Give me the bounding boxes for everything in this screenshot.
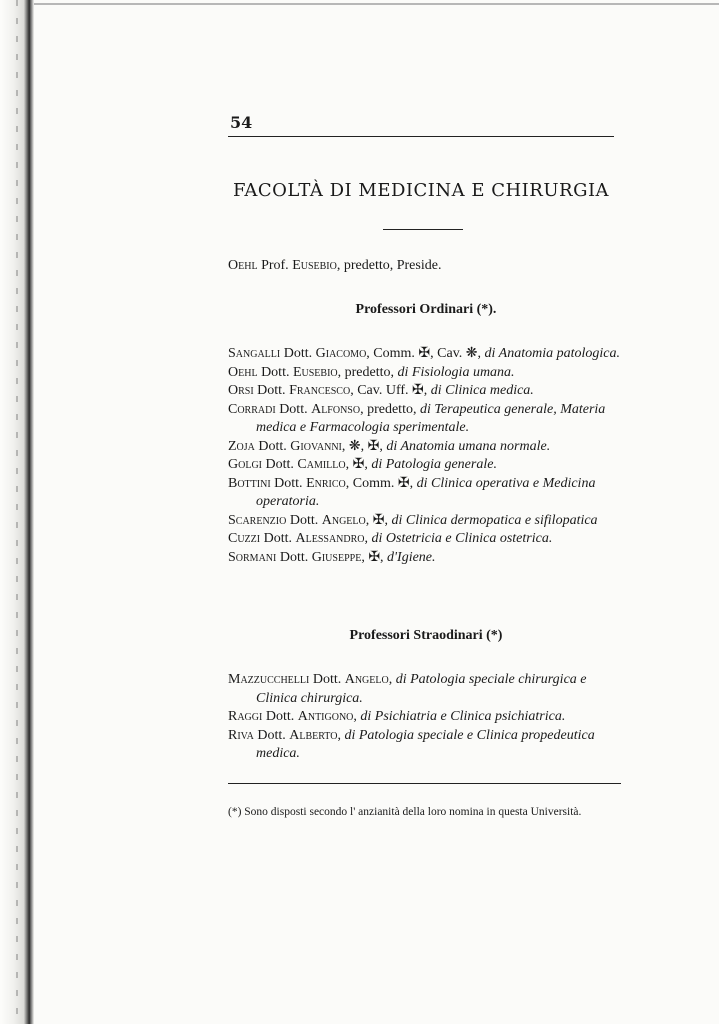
subject: di Anatomia patologica. xyxy=(484,346,620,361)
honours: , xyxy=(353,709,361,724)
list-item xyxy=(228,382,624,401)
honours: , predetto, xyxy=(360,401,420,417)
surname: Mazzucchelli xyxy=(228,672,310,687)
first-name: Giuseppe xyxy=(311,549,362,565)
subject: di Patologia speciale chirurgica e Clinica chirurgica. xyxy=(256,672,587,706)
first-name: Alberto xyxy=(289,727,338,743)
list-item xyxy=(228,456,624,475)
first-name: Camillo xyxy=(297,457,346,472)
preside-rest: , predetto, Preside. xyxy=(336,258,442,273)
surname: Zoja xyxy=(228,438,255,454)
subject: di Patologia generale. xyxy=(371,457,497,472)
surname: Sangalli xyxy=(228,346,281,361)
surname: Sormani xyxy=(228,549,277,565)
surname: Cuzzi xyxy=(228,531,261,546)
subject: di Anatomia umana normale. xyxy=(386,438,551,454)
subject: d'Igiene. xyxy=(387,549,436,565)
dott: Dott. xyxy=(262,457,298,472)
surname: Orsi xyxy=(228,383,254,398)
list-item xyxy=(228,727,624,764)
honours: , xyxy=(337,727,345,743)
honours: , Comm. ✠, Cav. ❋, xyxy=(366,346,485,361)
honours: , predetto, xyxy=(337,364,398,380)
dott: Dott. xyxy=(286,512,322,528)
first-name: Alfonso xyxy=(311,401,361,417)
scan-top-edge xyxy=(34,3,719,5)
dott: Dott. xyxy=(253,727,290,743)
dott: Dott. xyxy=(309,672,345,687)
subject: di Clinica dermopatica e sifilopatica xyxy=(391,512,598,528)
dott: Dott. xyxy=(275,401,312,417)
preside-line xyxy=(228,257,624,276)
surname: Riva xyxy=(228,727,254,743)
list-item xyxy=(228,708,624,727)
dott: Dott. xyxy=(270,475,307,491)
preside-surname: Oehl xyxy=(228,258,258,273)
dott: Dott. xyxy=(262,709,298,724)
list-item xyxy=(228,549,624,568)
dott: Dott. xyxy=(253,383,290,398)
subject: di Terapeutica generale, Materia medica e Farmacologia sperimentale. xyxy=(256,401,606,435)
footnote-rule xyxy=(228,783,621,784)
heading-ordinari: Professori Ordinari (*). xyxy=(355,302,497,317)
first-name: Antigono xyxy=(297,709,354,724)
page-binding-edge xyxy=(0,0,34,1024)
first-name: Enrico xyxy=(306,475,346,491)
dott: Dott. xyxy=(254,438,291,454)
first-name: Angelo xyxy=(344,672,389,687)
honours: , ✠, xyxy=(365,512,392,528)
header-rule xyxy=(228,136,614,137)
list-item xyxy=(228,475,624,512)
honours: , ✠, xyxy=(345,457,372,472)
surname: Scarenzio xyxy=(228,512,287,528)
first-name: Eusebio xyxy=(292,364,338,380)
preside-title: Prof. xyxy=(261,258,289,273)
surname: Bottini xyxy=(228,475,271,491)
list-item xyxy=(228,401,624,438)
dott: Dott. xyxy=(280,346,316,361)
dott: Dott. xyxy=(257,364,293,380)
honours: , xyxy=(388,672,396,687)
subject: di Fisiologia umana. xyxy=(397,364,515,380)
honours: , ✠, xyxy=(361,549,388,565)
page-number: 54 xyxy=(230,113,253,132)
footnote: (*) Sono disposti secondo l' anzianità della loro nomina in questa Università. xyxy=(228,806,582,818)
list-item xyxy=(228,530,624,549)
list-ordinari xyxy=(228,345,624,567)
first-name: Alessandro xyxy=(295,531,365,546)
honours: , ❋, ✠, xyxy=(341,438,387,454)
list-item xyxy=(228,345,624,364)
honours: , Comm. ✠, xyxy=(345,475,417,491)
subject: di Clinica operativa e Medicina operatoria. xyxy=(256,475,596,509)
subject: di Psichiatria e Clinica psichiatrica. xyxy=(360,709,566,724)
dott: Dott. xyxy=(276,549,312,565)
list-item xyxy=(228,438,624,457)
first-name: Giovanni xyxy=(290,438,342,454)
list-straordinari xyxy=(228,671,624,764)
honours: , Cav. Uff. ✠, xyxy=(350,383,431,398)
first-name: Francesco xyxy=(289,383,351,398)
surname: Oehl xyxy=(228,364,258,380)
first-name: Giacomo xyxy=(315,346,367,361)
surname: Corradi xyxy=(228,401,276,417)
list-item xyxy=(228,512,624,531)
dott: Dott. xyxy=(260,531,296,546)
subject: di Patologia speciale e Clinica propedeutica medica. xyxy=(256,727,595,761)
preside-first-name: Eusebio xyxy=(292,258,337,273)
title-rule xyxy=(383,229,463,230)
heading-straordinari: Professori Straodinari (*) xyxy=(349,628,503,643)
surname: Raggi xyxy=(228,709,263,724)
list-item xyxy=(228,364,624,383)
subject: di Ostetricia e Clinica ostetrica. xyxy=(371,531,553,546)
list-item xyxy=(228,671,624,708)
subject: di Clinica medica. xyxy=(430,383,534,398)
page-title: FACOLTÀ DI MEDICINA E CHIRURGIA xyxy=(232,180,610,201)
honours: , xyxy=(364,531,372,546)
surname: Golgi xyxy=(228,457,262,472)
first-name: Angelo xyxy=(321,512,366,528)
